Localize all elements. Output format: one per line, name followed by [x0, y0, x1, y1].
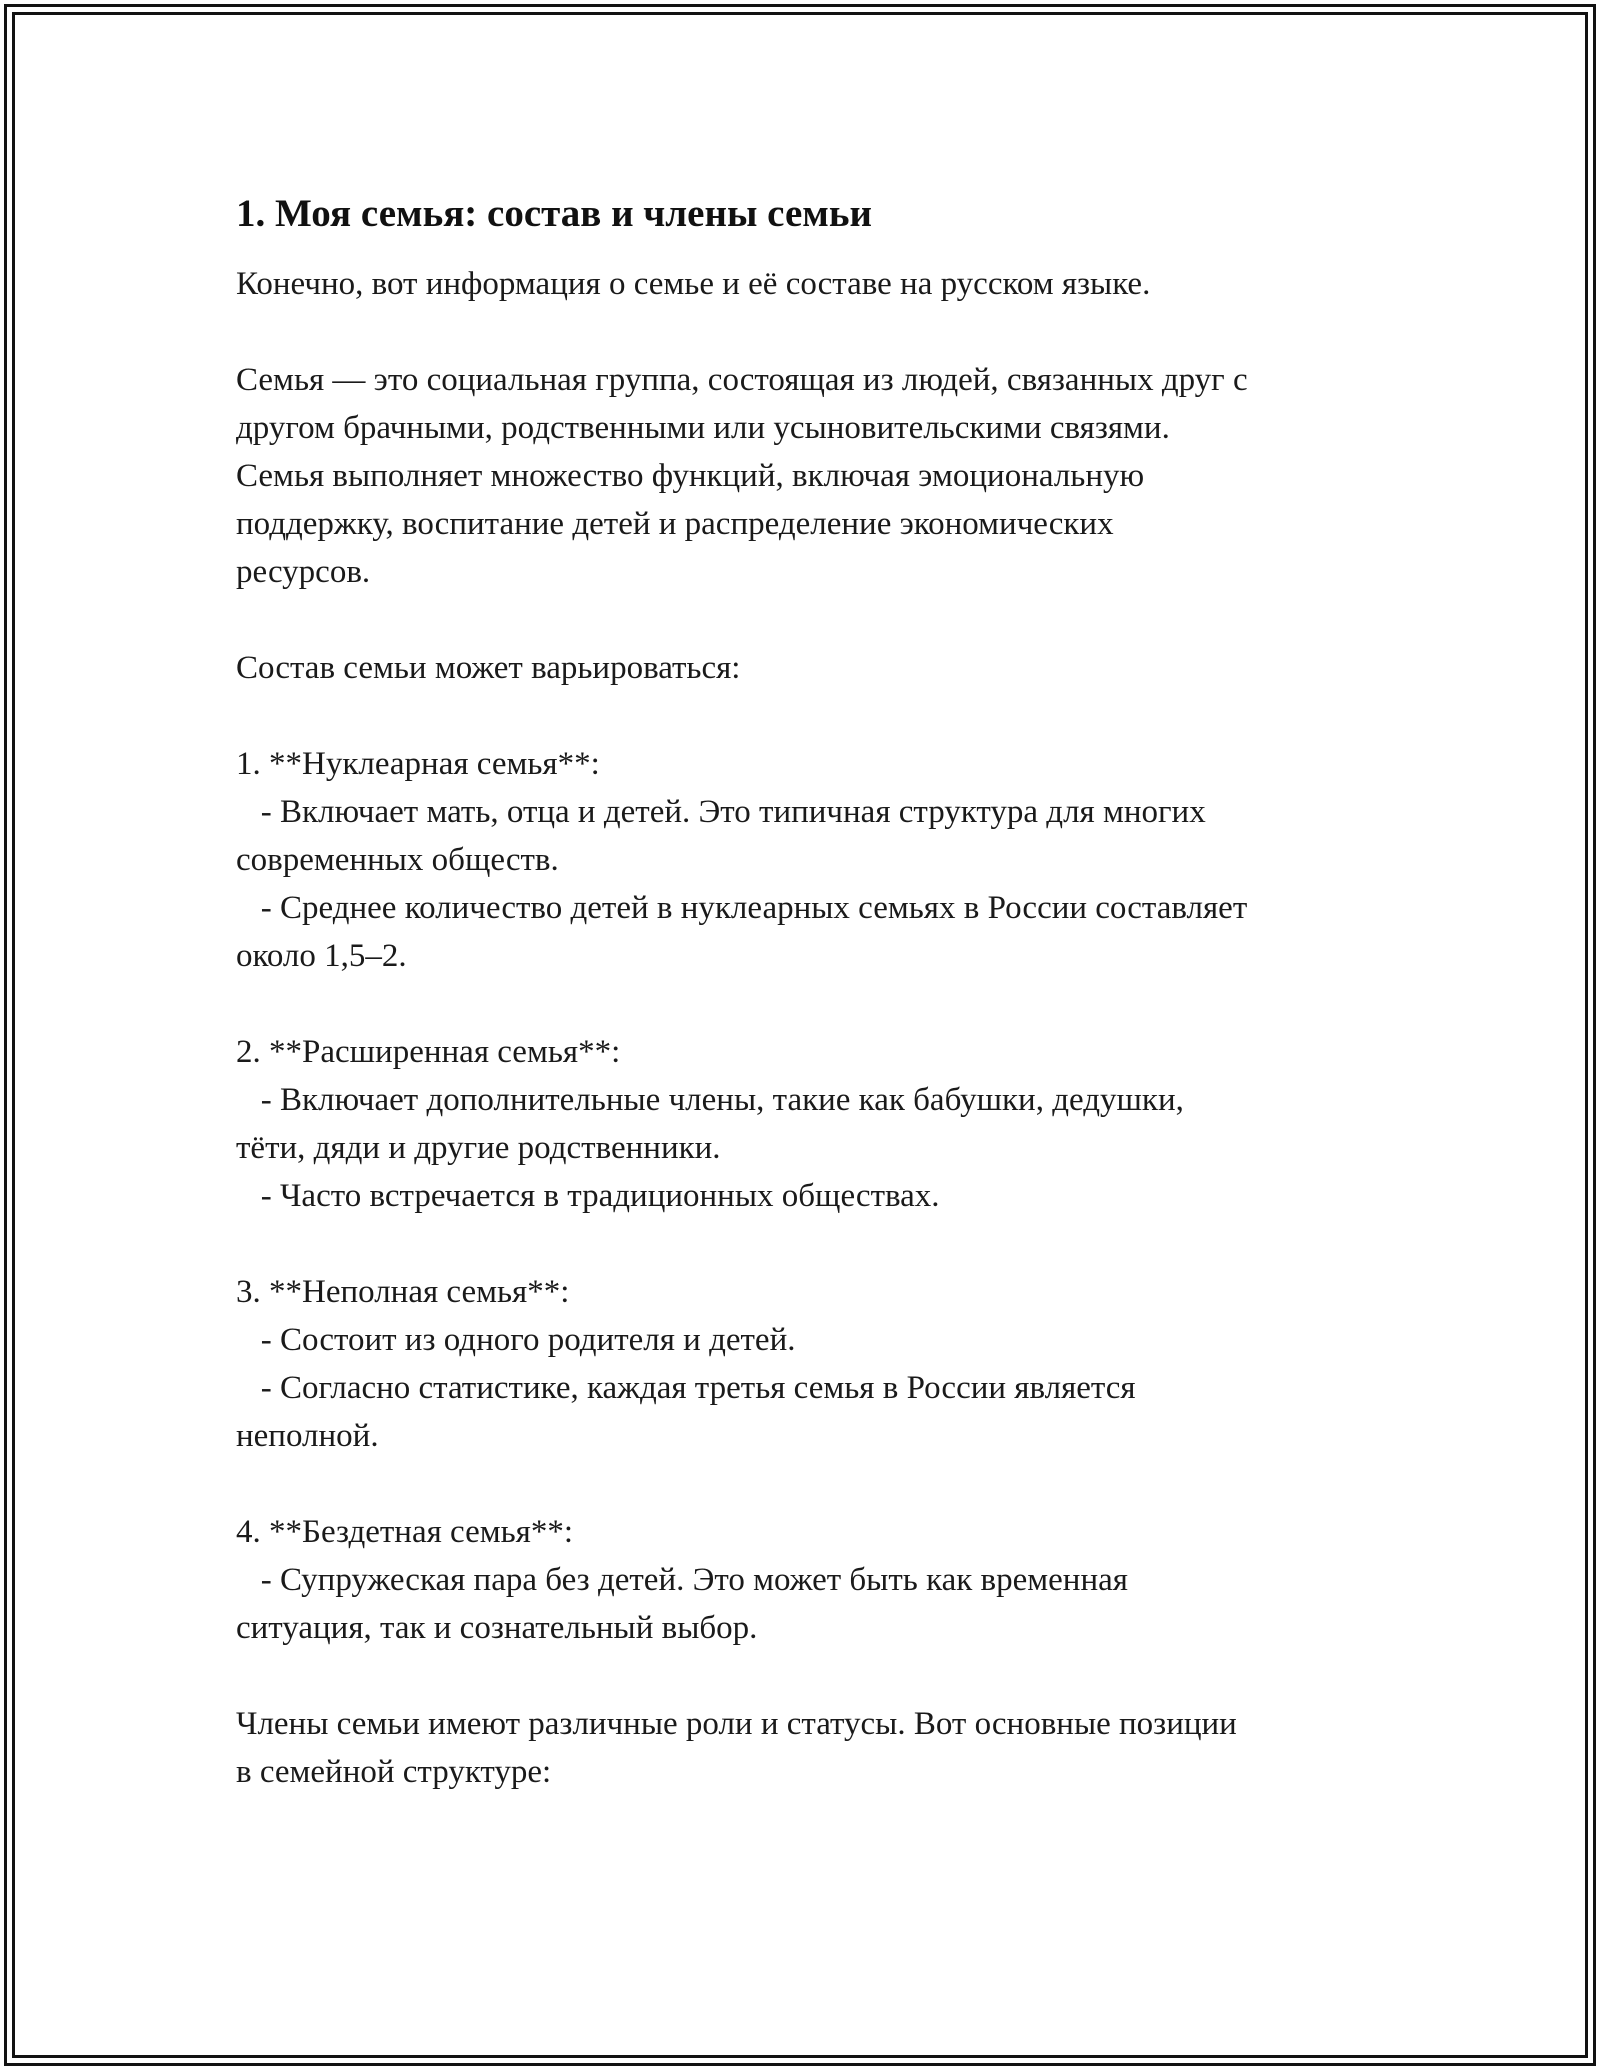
document-page — [236, 188, 1376, 1796]
family-type-line: ситуация, так и сознательный выбор. — [236, 1610, 758, 1646]
family-type-line: 3. **Неполная семья**: — [236, 1274, 570, 1310]
family-type-line: - Среднее количество детей в нуклеарных семьях в России составляет — [236, 890, 1248, 926]
family-type-line: 4. **Бездетная семья**: — [236, 1514, 574, 1550]
family-type-line: тёти, дяди и другие родственники. — [236, 1130, 721, 1166]
family-type-line: - Включает мать, отца и детей. Это типичная структура для многих — [236, 794, 1206, 830]
family-type-line: 2. **Расширенная семья**: — [236, 1034, 621, 1070]
definition-line: Семья выполняет множество функций, включая эмоциональную — [236, 458, 1145, 494]
members-intro-line: Члены семьи имеют различные роли и статусы. Вот основные позиции — [236, 1706, 1237, 1742]
family-type-line: - Состоит из одного родителя и детей. — [236, 1322, 796, 1358]
section-title: 1. Моя семья: состав и члены семьи — [236, 192, 872, 235]
family-type-line: 1. **Нуклеарная семья**: — [236, 746, 600, 782]
family-type-line: - Часто встречается в традиционных обществах. — [236, 1178, 940, 1214]
family-type-childless — [236, 1508, 1376, 1652]
family-type-nuclear — [236, 740, 1376, 980]
family-type-line: неполной. — [236, 1418, 379, 1454]
composition-intro: Состав семьи может варьироваться: — [236, 650, 741, 686]
definition-paragraph — [236, 356, 1376, 596]
family-type-line: около 1,5–2. — [236, 938, 407, 974]
family-type-line: - Супружеская пара без детей. Это может быть как временная — [236, 1562, 1128, 1598]
family-type-extended — [236, 1028, 1376, 1220]
definition-line: Семья — это социальная группа, состоящая из людей, связанных друг с — [236, 362, 1248, 398]
family-type-line: - Включает дополнительные члены, такие как бабушки, дедушки, — [236, 1082, 1184, 1118]
definition-line: другом брачными, родственными или усыновительскими связями. — [236, 410, 1170, 446]
intro-paragraph: Конечно, вот информация о семье и её составе на русском языке. — [236, 266, 1151, 302]
members-intro — [236, 1700, 1376, 1796]
members-intro-line: в семейной структуре: — [236, 1754, 552, 1790]
family-type-single-parent — [236, 1268, 1376, 1460]
definition-line: поддержку, воспитание детей и распределение экономических — [236, 506, 1114, 542]
definition-line: ресурсов. — [236, 554, 371, 590]
family-type-line: - Согласно статистике, каждая третья семья в России является — [236, 1370, 1136, 1406]
family-type-line: современных обществ. — [236, 842, 559, 878]
